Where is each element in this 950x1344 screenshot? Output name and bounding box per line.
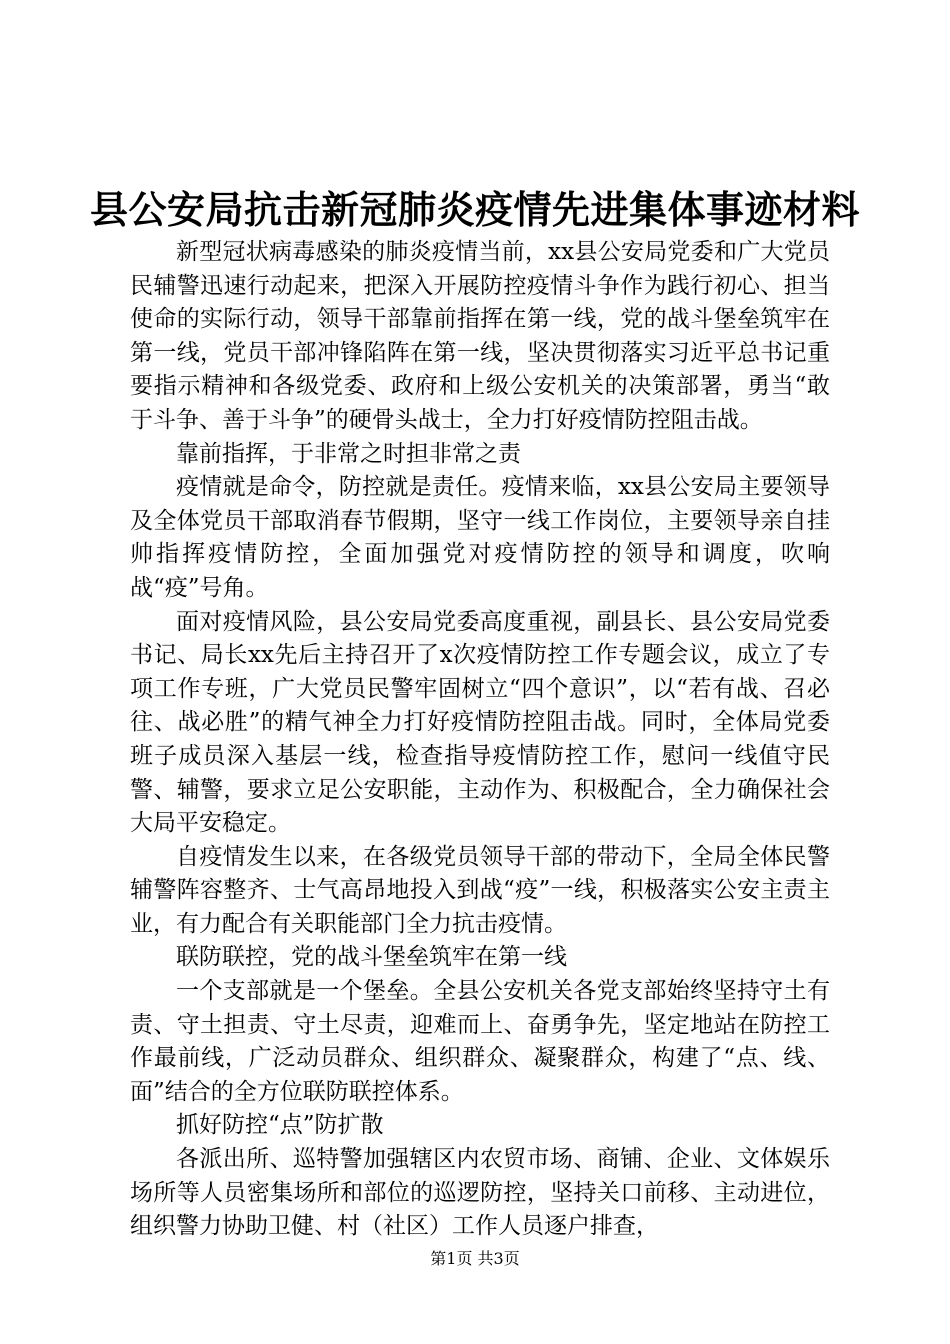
paragraph-control-points: 各派出所、巡特警加强辖区内农贸市场、商铺、企业、文体娱乐场所等人员密集场所和部位的巡逻防控，坚持关口前移、主动进位，组织警力协助卫健、村（社区）工作人员逐户排查， (130, 1146, 830, 1240)
document-body (130, 236, 830, 1244)
section-heading-command: 靠前指挥，于非常之时担非常之责 (176, 440, 521, 467)
page-number-footer: 第1页 共3页 (430, 1249, 520, 1268)
section-heading-control-points: 抓好防控“点”防扩散 (176, 1112, 384, 1139)
page-title: 县公安局抗击新冠肺炎疫情先进集体事迹材料 (89, 188, 860, 232)
paragraph-command-2: 面对疫情风险，县公安局党委高度重视，副县长、县公安局党委书记、局长xx先后主持召开了x次疫情防控工作专题会议，成立了专项工作专班，广大党员民警牢固树立“四个意识”，以“若有战、召必往、战必胜”的精气神全力打好疫情防控阻击战。同时，全体局党委班子成员深入基层一线，检查指导疫情防控工作，慰问一线值守民警、辅警，要求立足公安职能，主动作为、积极配合，全力确保社会大局平安稳定。 (130, 608, 830, 837)
paragraph-intro: 新型冠状病毒感染的肺炎疫情当前，xx县公安局党委和广大党员民辅警迅速行动起来，把深入开展防控疫情斗争作为践行初心、担当使命的实际行动，领导干部靠前指挥在第一线，党的战斗堡垒筑牢在第一线，党员干部冲锋陷阵在第一线，坚决贯彻落实习近平总书记重要指示精神和各级党委、政府和上级公安机关的决策部署，勇当“敢于斗争、善于斗争”的硬骨头战士，全力打好疫情防控阻击战。 (130, 239, 830, 433)
paragraph-command-3: 自疫情发生以来，在各级党员领导干部的带动下，全局全体民警辅警阵容整齐、士气高昂地投入到战“疫”一线，积极落实公安主责主业，有力配合有关职能部门全力抗击疫情。 (130, 843, 830, 937)
section-heading-joint-control: 联防联控，党的战斗堡垒筑牢在第一线 (176, 944, 567, 971)
paragraph-command-1: 疫情就是命令，防控就是责任。疫情来临，xx县公安局主要领导及全体党员干部取消春节假期，坚守一线工作岗位，主要领导亲自挂帅指挥疫情防控，全面加强党对疫情防控的领导和调度，吹响战“疫”号角。 (130, 474, 830, 601)
paragraph-joint-control: 一个支部就是一个堡垒。全县公安机关各党支部始终坚持守土有责、守土担责、守土尽责，迎难而上、奋勇争先，坚定地站在防控工作最前线，广泛动员群众、组织群众、凝聚群众，构建了“点、线、面”结合的全方位联防联控体系。 (130, 978, 830, 1105)
